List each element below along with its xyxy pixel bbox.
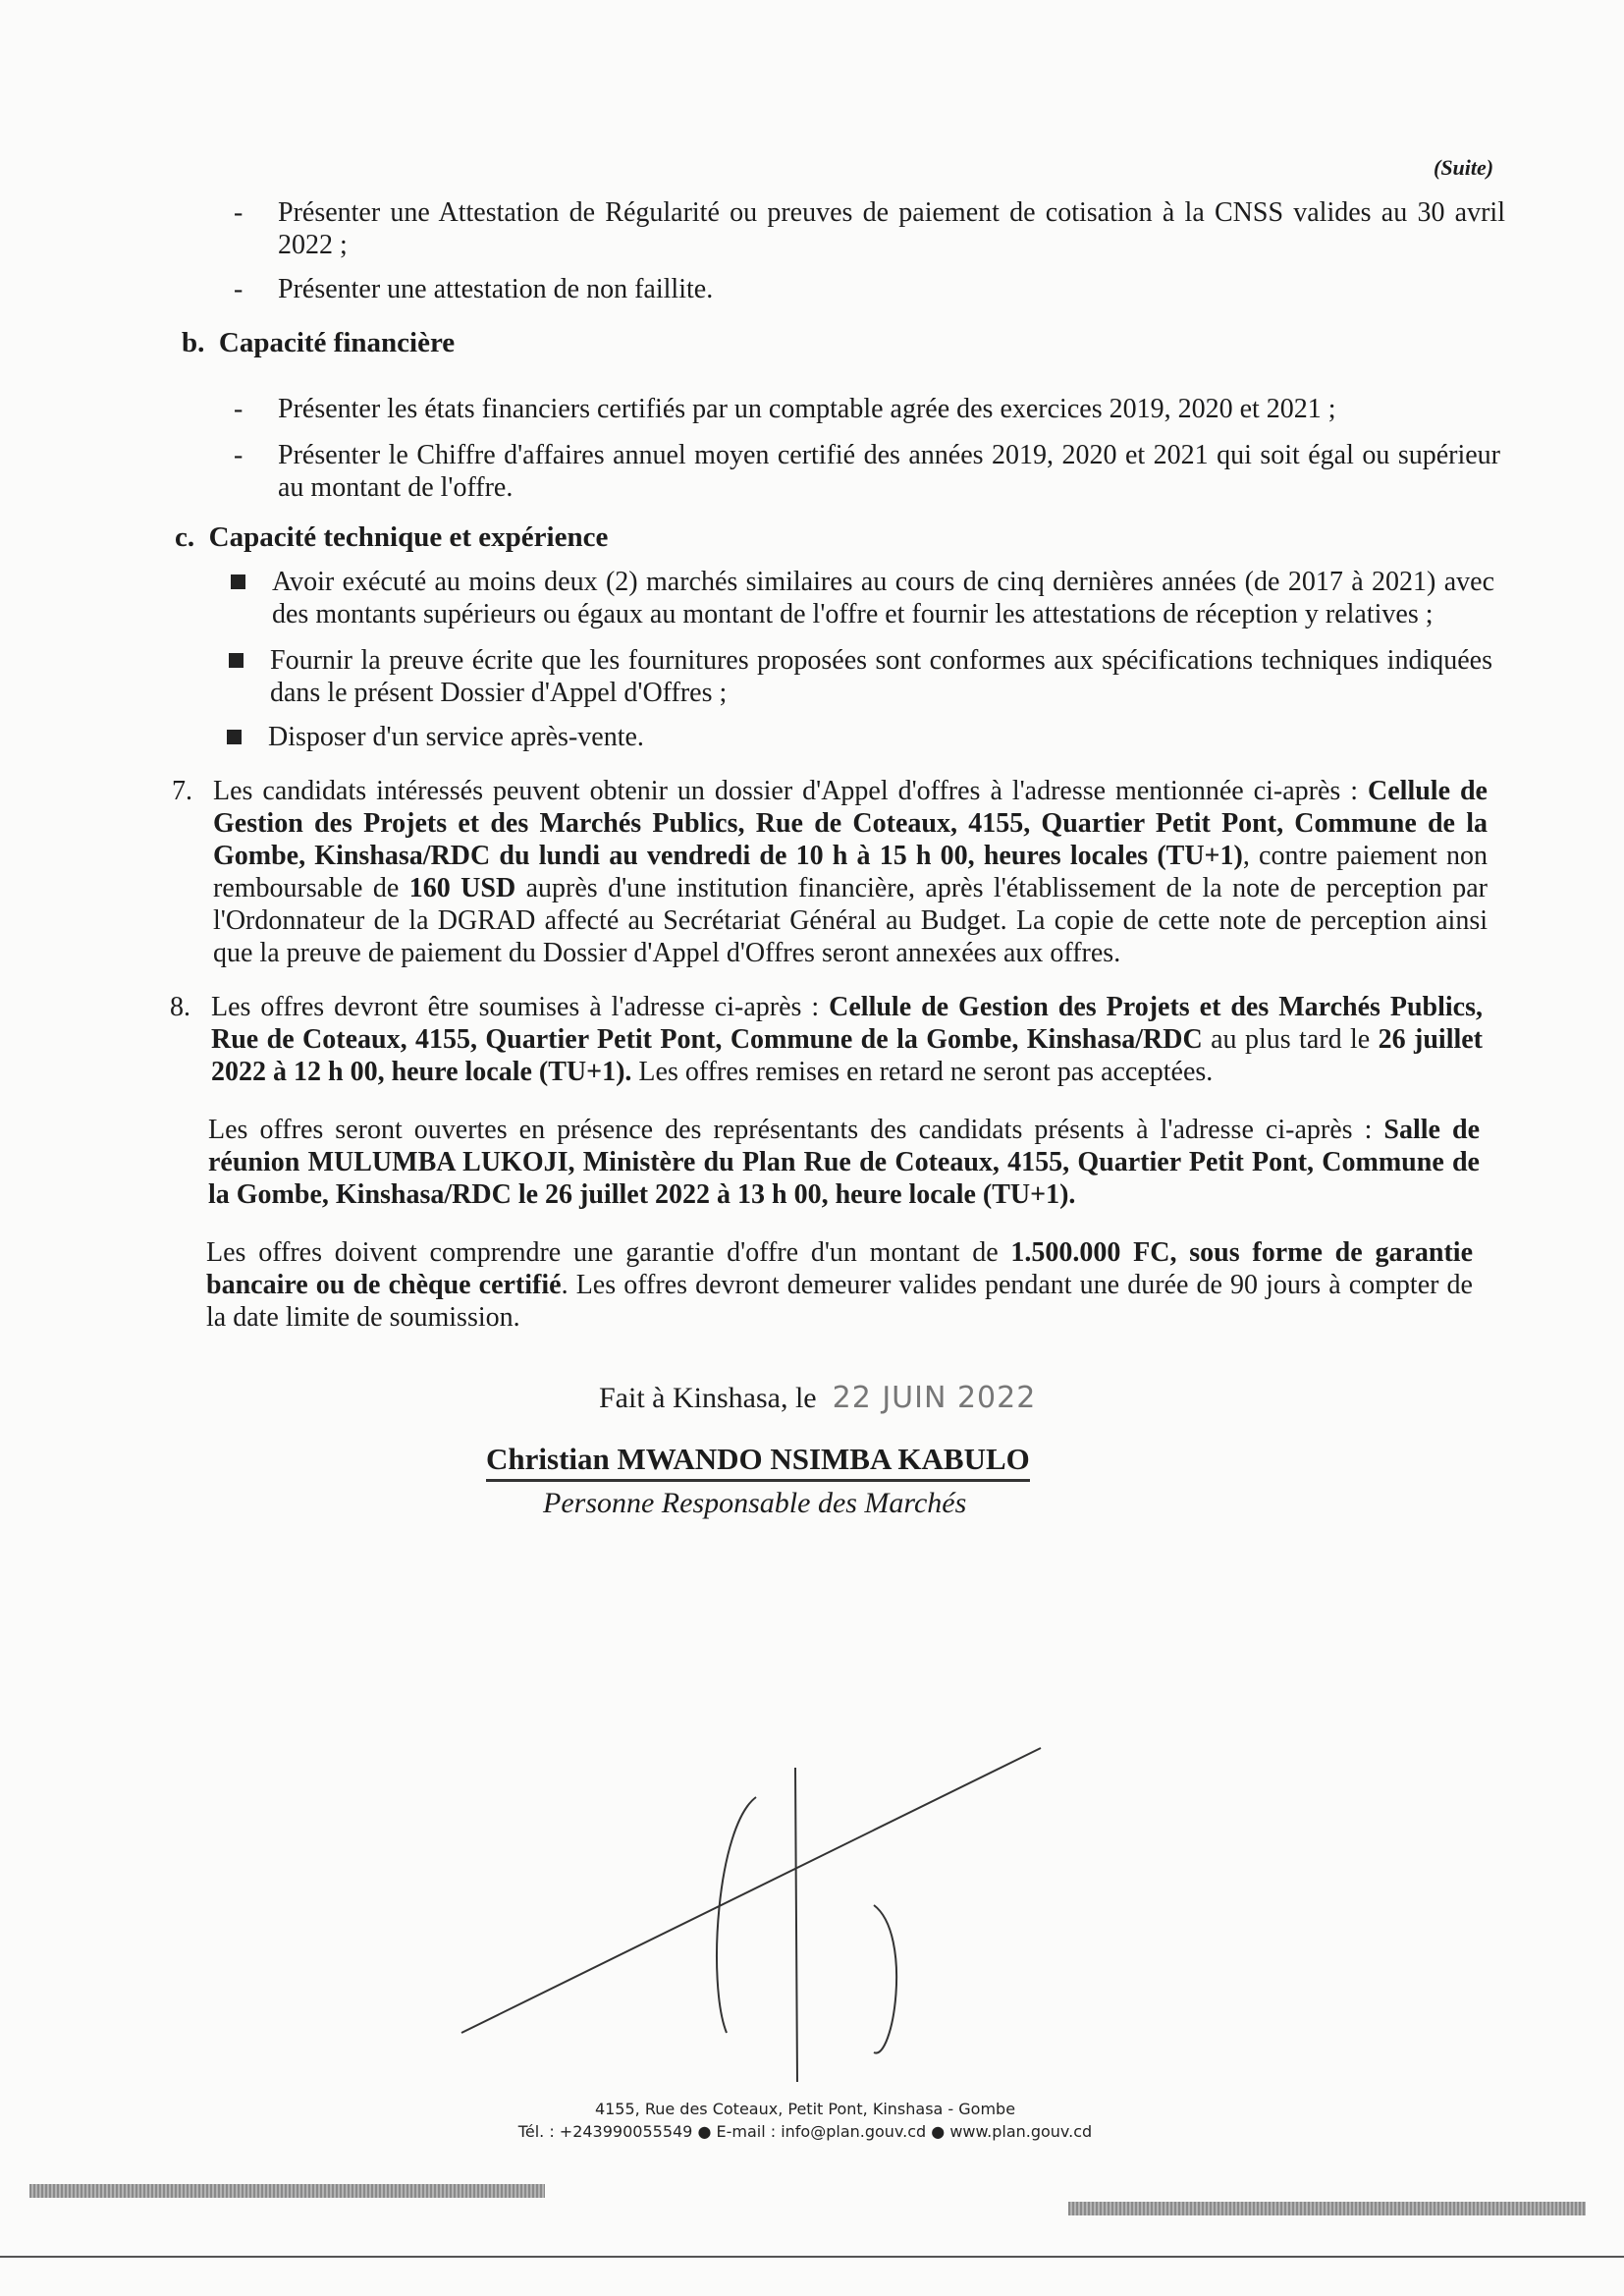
section-b-heading: b. Capacité financière: [182, 327, 456, 358]
footer-bar-right: [1068, 2202, 1586, 2215]
date-stamp: 22 JUIN 2022: [832, 1381, 1037, 1415]
footer-address: 4155, Rue des Coteaux, Petit Pont, Kinshasa - Gombe: [594, 2100, 1016, 2118]
technical-bullet: Avoir exécuté au moins deux (2) marchés similaires au cours de cinq dernières années (de 2017 à 2021) avec des montants supérieurs ou égaux au montant de l'offre et fournir les attestations de réception y relatives ;: [272, 566, 1494, 630]
suite-label: (Suite): [1434, 155, 1494, 180]
eligibility-bullet: - Présenter une Attestation de Régularité ou preuves de paiement de cotisation à la CNSS valides au 30 avril 2022 ;: [234, 197, 1505, 260]
footer-contact: Tél. : +243990055549 ● E-mail : info@plan.gouv.cd ● www.plan.gouv.cd: [517, 2122, 1093, 2141]
signatory-role: Personne Responsable des Marchés: [543, 1487, 967, 1519]
signature-place: Fait à Kinshasa, le: [599, 1382, 817, 1414]
technical-bullet: Fournir la preuve écrite que les fournitures proposées sont conformes aux spécifications techniques indiquées dans le présent Dossier d'Appel d'Offres ;: [270, 644, 1492, 709]
eligibility-bullet: - Présenter une attestation de non faillite.: [234, 274, 714, 304]
technical-bullet: Disposer d'un service après-vente.: [268, 721, 1490, 753]
signatory-name-wrap: [486, 1442, 1624, 1482]
financial-bullet: - Présenter le Chiffre d'affaires annuel moyen certifié des années 2019, 2020 et 2021 qui soit égal ou supérieur au montant de l'offre.: [234, 440, 1500, 503]
opening-paragraph: Les offres seront ouvertes en présence des représentants des candidats présents à l'adresse ci-après : Salle de réunion MULUMBA LUKOJI, Ministère du Plan Rue de Coteaux, 4155, Quartier Petit Pont, Commune de la Gombe, Kinshasa/RDC le 26 juillet 2022 à 13 h 00, heure locale (TU+1).: [208, 1115, 1481, 1210]
footer-bar-left: [29, 2184, 545, 2198]
handwritten-signature: [422, 1738, 1060, 2092]
item-8: 8. Les offres devront être soumises à l'adresse ci-après : Cellule de Gestion des Projets et des Marchés Publics, Rue de Coteaux, 4155, Quartier Petit Pont, Commune de la Gombe, Kinshasa/RDC au plus tard le 26 juillet 2022 à 12 h 00, heure locale (TU+1). Les offres remises en retard ne seront pas acceptées.: [170, 992, 1484, 1087]
signatory-name: Christian MWANDO NSIMBA KABULO: [486, 1442, 1030, 1482]
financial-bullet: - Présenter les états financiers certifiés par un comptable agrée des exercices 2019, 2020 et 2021 ;: [234, 394, 1336, 424]
page-edge: [0, 2256, 1624, 2258]
guarantee-paragraph: Les offres doivent comprendre une garantie d'offre d'un montant de 1.500.000 FC, sous forme de garantie bancaire ou de chèque certifié. Les offres devront demeurer valides pendant une durée de 90 jours à compter de la date limite de soumission.: [206, 1237, 1473, 1333]
section-c-heading: c. Capacité technique et expérience: [175, 521, 609, 553]
document-body: [0, 196, 1624, 1521]
item-7: 7. Les candidats intéressés peuvent obtenir un dossier d'Appel d'offres à l'adresse mentionnée ci-après : Cellule de Gestion des Projets et des Marchés Publics, Rue de Coteaux, 4155, Quartier Petit Pont, Commune de la Gombe, Kinshasa/RDC du lundi au vendredi de 10 h à 15 h 00, heures locales (TU+1), contre paiement non remboursable de 160 USD auprès d'une institution financière, après l'établissement de la note de perception par l'Ordonnateur de la DGRAD affecté au Secrétariat Général au Budget. La copie de cette note de perception ainsi que la preuve de paiement du Dossier d'Appel d'Offres seront annexées aux offres.: [172, 776, 1488, 968]
signature-place-line: [599, 1381, 1624, 1416]
